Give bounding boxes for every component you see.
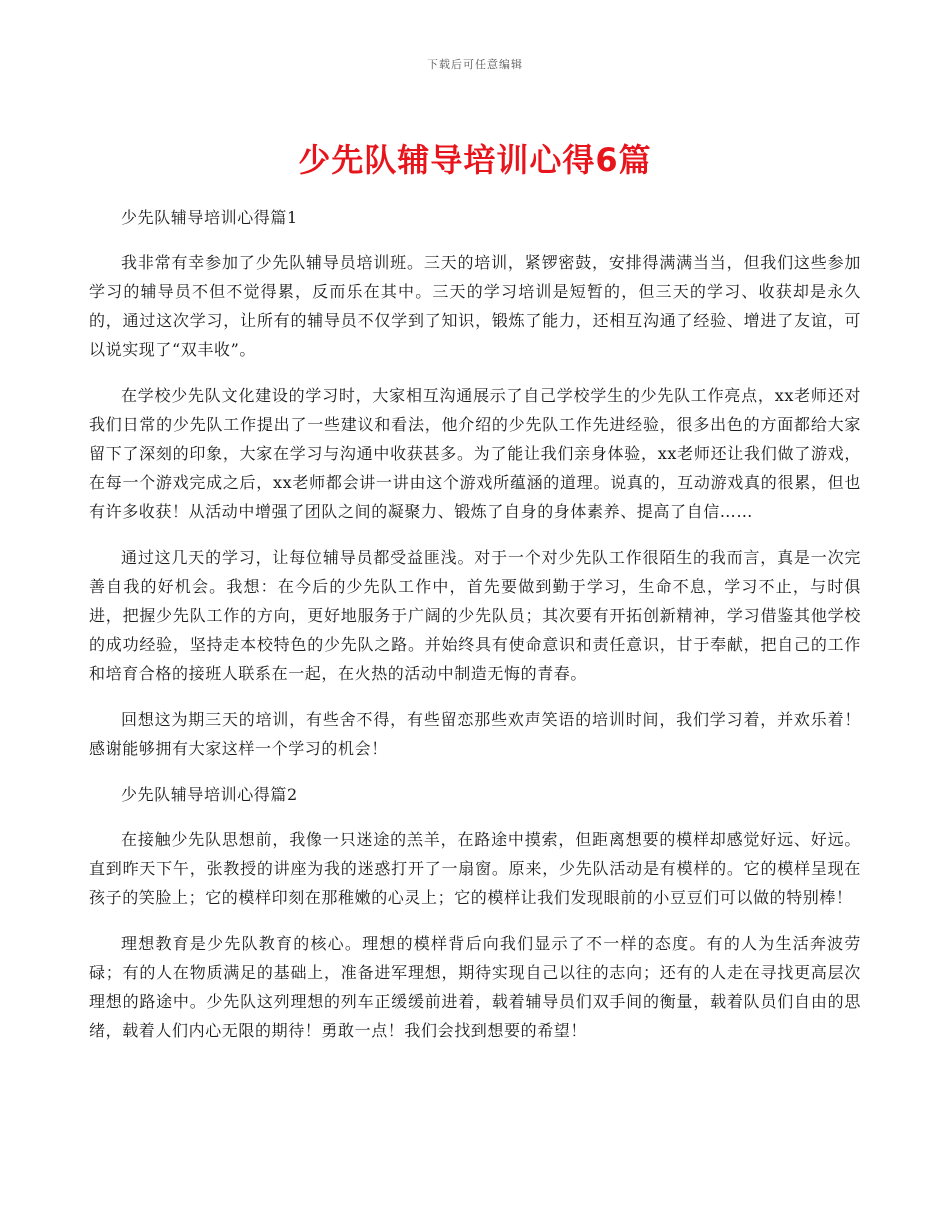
section-heading: 少先队辅导培训心得篇2 <box>121 785 298 804</box>
document-body <box>89 203 861 1062</box>
paragraph: 在学校少先队文化建设的学习时，大家相互沟通展示了自己学校学生的少先队工作亮点，xx老师还对我们日常的少先队工作提出了一些建议和看法，他介绍的少先队工作先进经验，很多出色的方面都给大家留下了深刻的印象，大家在学习与沟通中收获甚多。为了能让我们亲身体验，xx老师还让我们做了游戏，在每一个游戏完成之后，xx老师都会讲一讲由这个游戏所蕴涵的道理。说真的，互动游戏真的很累，但也有许多收获！从活动中增强了团队之间的凝聚力、锻炼了自身的身体素养、提高了自信…… <box>89 386 861 521</box>
document-title: 少先队辅导培训心得6篇 <box>298 141 652 179</box>
section-2 <box>89 780 861 1045</box>
paragraph: 在接触少先队思想前，我像一只迷途的羔羊，在路途中摸索，但距离想要的模样却感觉好远、好远。直到昨天下午，张教授的讲座为我的迷惑打开了一扇窗。原来，少先队活动是有模样的。它的模样呈现在孩子的笑脸上；它的模样印刻在那稚嫩的心灵上；它的模样让我们发现眼前的小豆豆们可以做的特别棒！ <box>89 830 861 907</box>
paragraph: 回想这为期三天的培训，有些舍不得，有些留恋那些欢声笑语的培训时间，我们学习着，并欢乐着！感谢能够拥有大家这样一个学习的机会！ <box>89 710 861 758</box>
paragraph: 理想教育是少先队教育的核心。理想的模样背后向我们显示了不一样的态度。有的人为生活奔波劳碌；有的人在物质满足的基础上，准备进军理想，期待实现自己以往的志向；还有的人走在寻找更高层次理想的路途中。少先队这列理想的列车正缓缓前进着，载着辅导员们双手间的衡量，载着队员们自由的思绪，载着人们内心无限的期待！勇敢一点！我们会找到想要的希望！ <box>89 934 861 1040</box>
section-heading: 少先队辅导培训心得篇1 <box>121 208 298 227</box>
section-1 <box>89 203 861 763</box>
paragraph: 通过这几天的学习，让每位辅导员都受益匪浅。对于一个对少先队工作很陌生的我而言，真是一次完善自我的好机会。我想：在今后的少先队工作中，首先要做到勤于学习，生命不息，学习不止，与时俱进，把握少先队工作的方向，更好地服务于广阔的少先队员；其次要有开拓创新精神，学习借鉴其他学校的成功经验，坚持走本校特色的少先队之路。并始终具有使命意识和责任意识，甘于奉献，把自己的工作和培育合格的接班人联系在一起，在火热的活动中制造无悔的青春。 <box>89 548 861 683</box>
header-note: 下载后可任意编辑 <box>427 58 523 71</box>
paragraph: 我非常有幸参加了少先队辅导员培训班。三天的培训，紧锣密鼓，安排得满满当当，但我们这些参加学习的辅导员不但不觉得累，反而乐在其中。三天的学习培训是短暂的，但三天的学习、收获却是永久的，通过这次学习，让所有的辅导员不仅学到了知识，锻炼了能力，还相互沟通了经验、增进了友谊，可以说实现了“双丰收”。 <box>89 253 861 359</box>
